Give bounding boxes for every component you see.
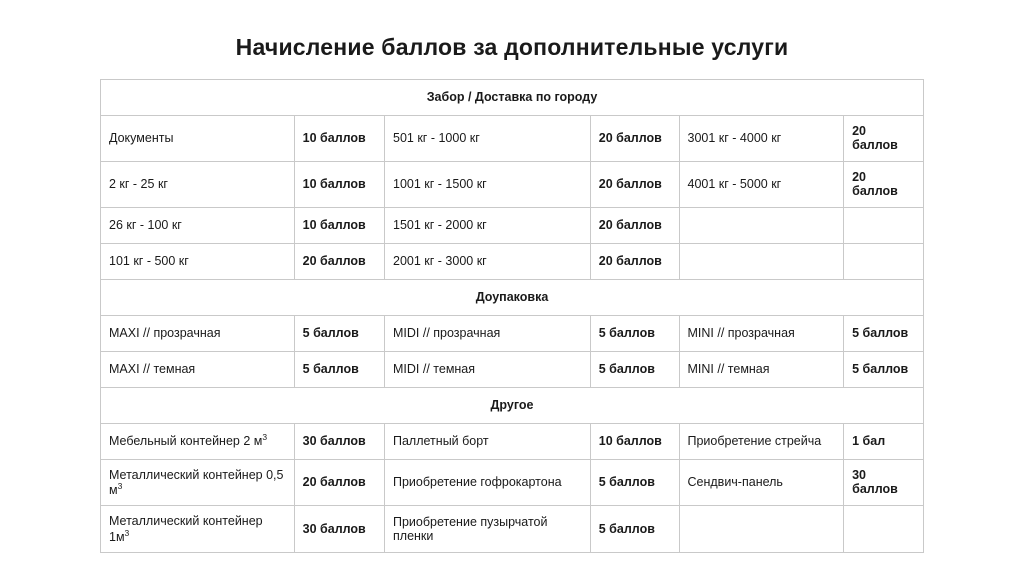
points-cell: 10 баллов [294, 207, 384, 243]
service-name-cell: 501 кг - 1000 кг [385, 116, 591, 162]
service-name-cell: Документы [101, 116, 295, 162]
service-name-cell: 1501 кг - 2000 кг [385, 207, 591, 243]
service-name-cell: Паллетный борт [385, 423, 591, 459]
service-name-cell [679, 243, 844, 279]
page-title: Начисление баллов за дополнительные услуги [235, 34, 789, 60]
points-table-body [101, 80, 924, 553]
points-cell: 30 баллов [294, 506, 384, 553]
table-row [101, 423, 924, 459]
section-header-row [101, 279, 924, 315]
section-header-label: Забор / Доставка по городу [101, 80, 924, 116]
service-name-cell: 3001 кг - 4000 кг [679, 116, 844, 162]
points-cell: 20 баллов [294, 459, 384, 506]
service-name-cell: MIDI // прозрачная [385, 315, 591, 351]
points-cell: 10 баллов [294, 116, 384, 162]
points-cell [844, 243, 924, 279]
service-name-cell [679, 506, 844, 553]
section-header-row [101, 80, 924, 116]
points-table-wrapper [100, 79, 924, 553]
points-cell: 20 баллов [590, 207, 679, 243]
superscript: 3 [124, 527, 130, 538]
table-row [101, 459, 924, 506]
points-cell: 20 баллов [590, 161, 679, 207]
points-cell: 5 баллов [590, 315, 679, 351]
service-name-cell: MAXI // темная [101, 351, 295, 387]
table-row [101, 207, 924, 243]
points-cell: 10 баллов [590, 423, 679, 459]
service-name-cell: 2001 кг - 3000 кг [385, 243, 591, 279]
service-name-cell: 101 кг - 500 кг [101, 243, 295, 279]
service-name-cell: 1001 кг - 1500 кг [385, 161, 591, 207]
table-row [101, 315, 924, 351]
service-name-cell: Мебельный контейнер 2 $м^3$ [101, 423, 295, 459]
table-row [101, 351, 924, 387]
points-cell [844, 207, 924, 243]
section-header-label: Доупаковка [101, 279, 924, 315]
section-header-label: Другое [101, 387, 924, 423]
service-name-cell: Металлический контейнер $1м^3$ [101, 506, 295, 553]
table-row [101, 506, 924, 553]
points-cell: 1 бал [844, 423, 924, 459]
points-cell [844, 506, 924, 553]
section-header-row [101, 387, 924, 423]
superscript: 3 [262, 432, 268, 443]
points-table [100, 79, 924, 553]
service-name-cell: Приобретение гофрокартона [385, 459, 591, 506]
service-name-cell: MINI // прозрачная [679, 315, 844, 351]
points-cell: 20 баллов [844, 116, 924, 162]
points-cell: 5 баллов [590, 351, 679, 387]
points-cell: 5 баллов [294, 315, 384, 351]
service-name-cell: Металлический контейнер 0,5 $м^3$ [101, 459, 295, 506]
service-name-cell: 4001 кг - 5000 кг [679, 161, 844, 207]
service-name-cell: Приобретение пузырчатой пленки [385, 506, 591, 553]
points-cell: 20 баллов [590, 243, 679, 279]
points-cell: 5 баллов [294, 351, 384, 387]
points-cell: 20 баллов [844, 161, 924, 207]
service-name-cell: MAXI // прозрачная [101, 315, 295, 351]
service-name-cell [679, 207, 844, 243]
points-cell: 30 баллов [294, 423, 384, 459]
table-row [101, 161, 924, 207]
service-name-cell: MINI // темная [679, 351, 844, 387]
service-name-cell: 26 кг - 100 кг [101, 207, 295, 243]
points-cell: 10 баллов [294, 161, 384, 207]
points-cell: 5 баллов [844, 351, 924, 387]
service-name-cell: Сендвич-панель [679, 459, 844, 506]
points-cell: 5 баллов [590, 459, 679, 506]
service-name-cell: 2 кг - 25 кг [101, 161, 295, 207]
superscript: 3 [117, 480, 123, 491]
table-row [101, 116, 924, 162]
points-cell: 20 баллов [590, 116, 679, 162]
service-name-cell: Приобретение стрейча [679, 423, 844, 459]
points-cell: 5 баллов [590, 506, 679, 553]
points-cell: 30 баллов [844, 459, 924, 506]
points-cell: 5 баллов [844, 315, 924, 351]
points-cell: 20 баллов [294, 243, 384, 279]
service-name-cell: MIDI // темная [385, 351, 591, 387]
table-row [101, 243, 924, 279]
